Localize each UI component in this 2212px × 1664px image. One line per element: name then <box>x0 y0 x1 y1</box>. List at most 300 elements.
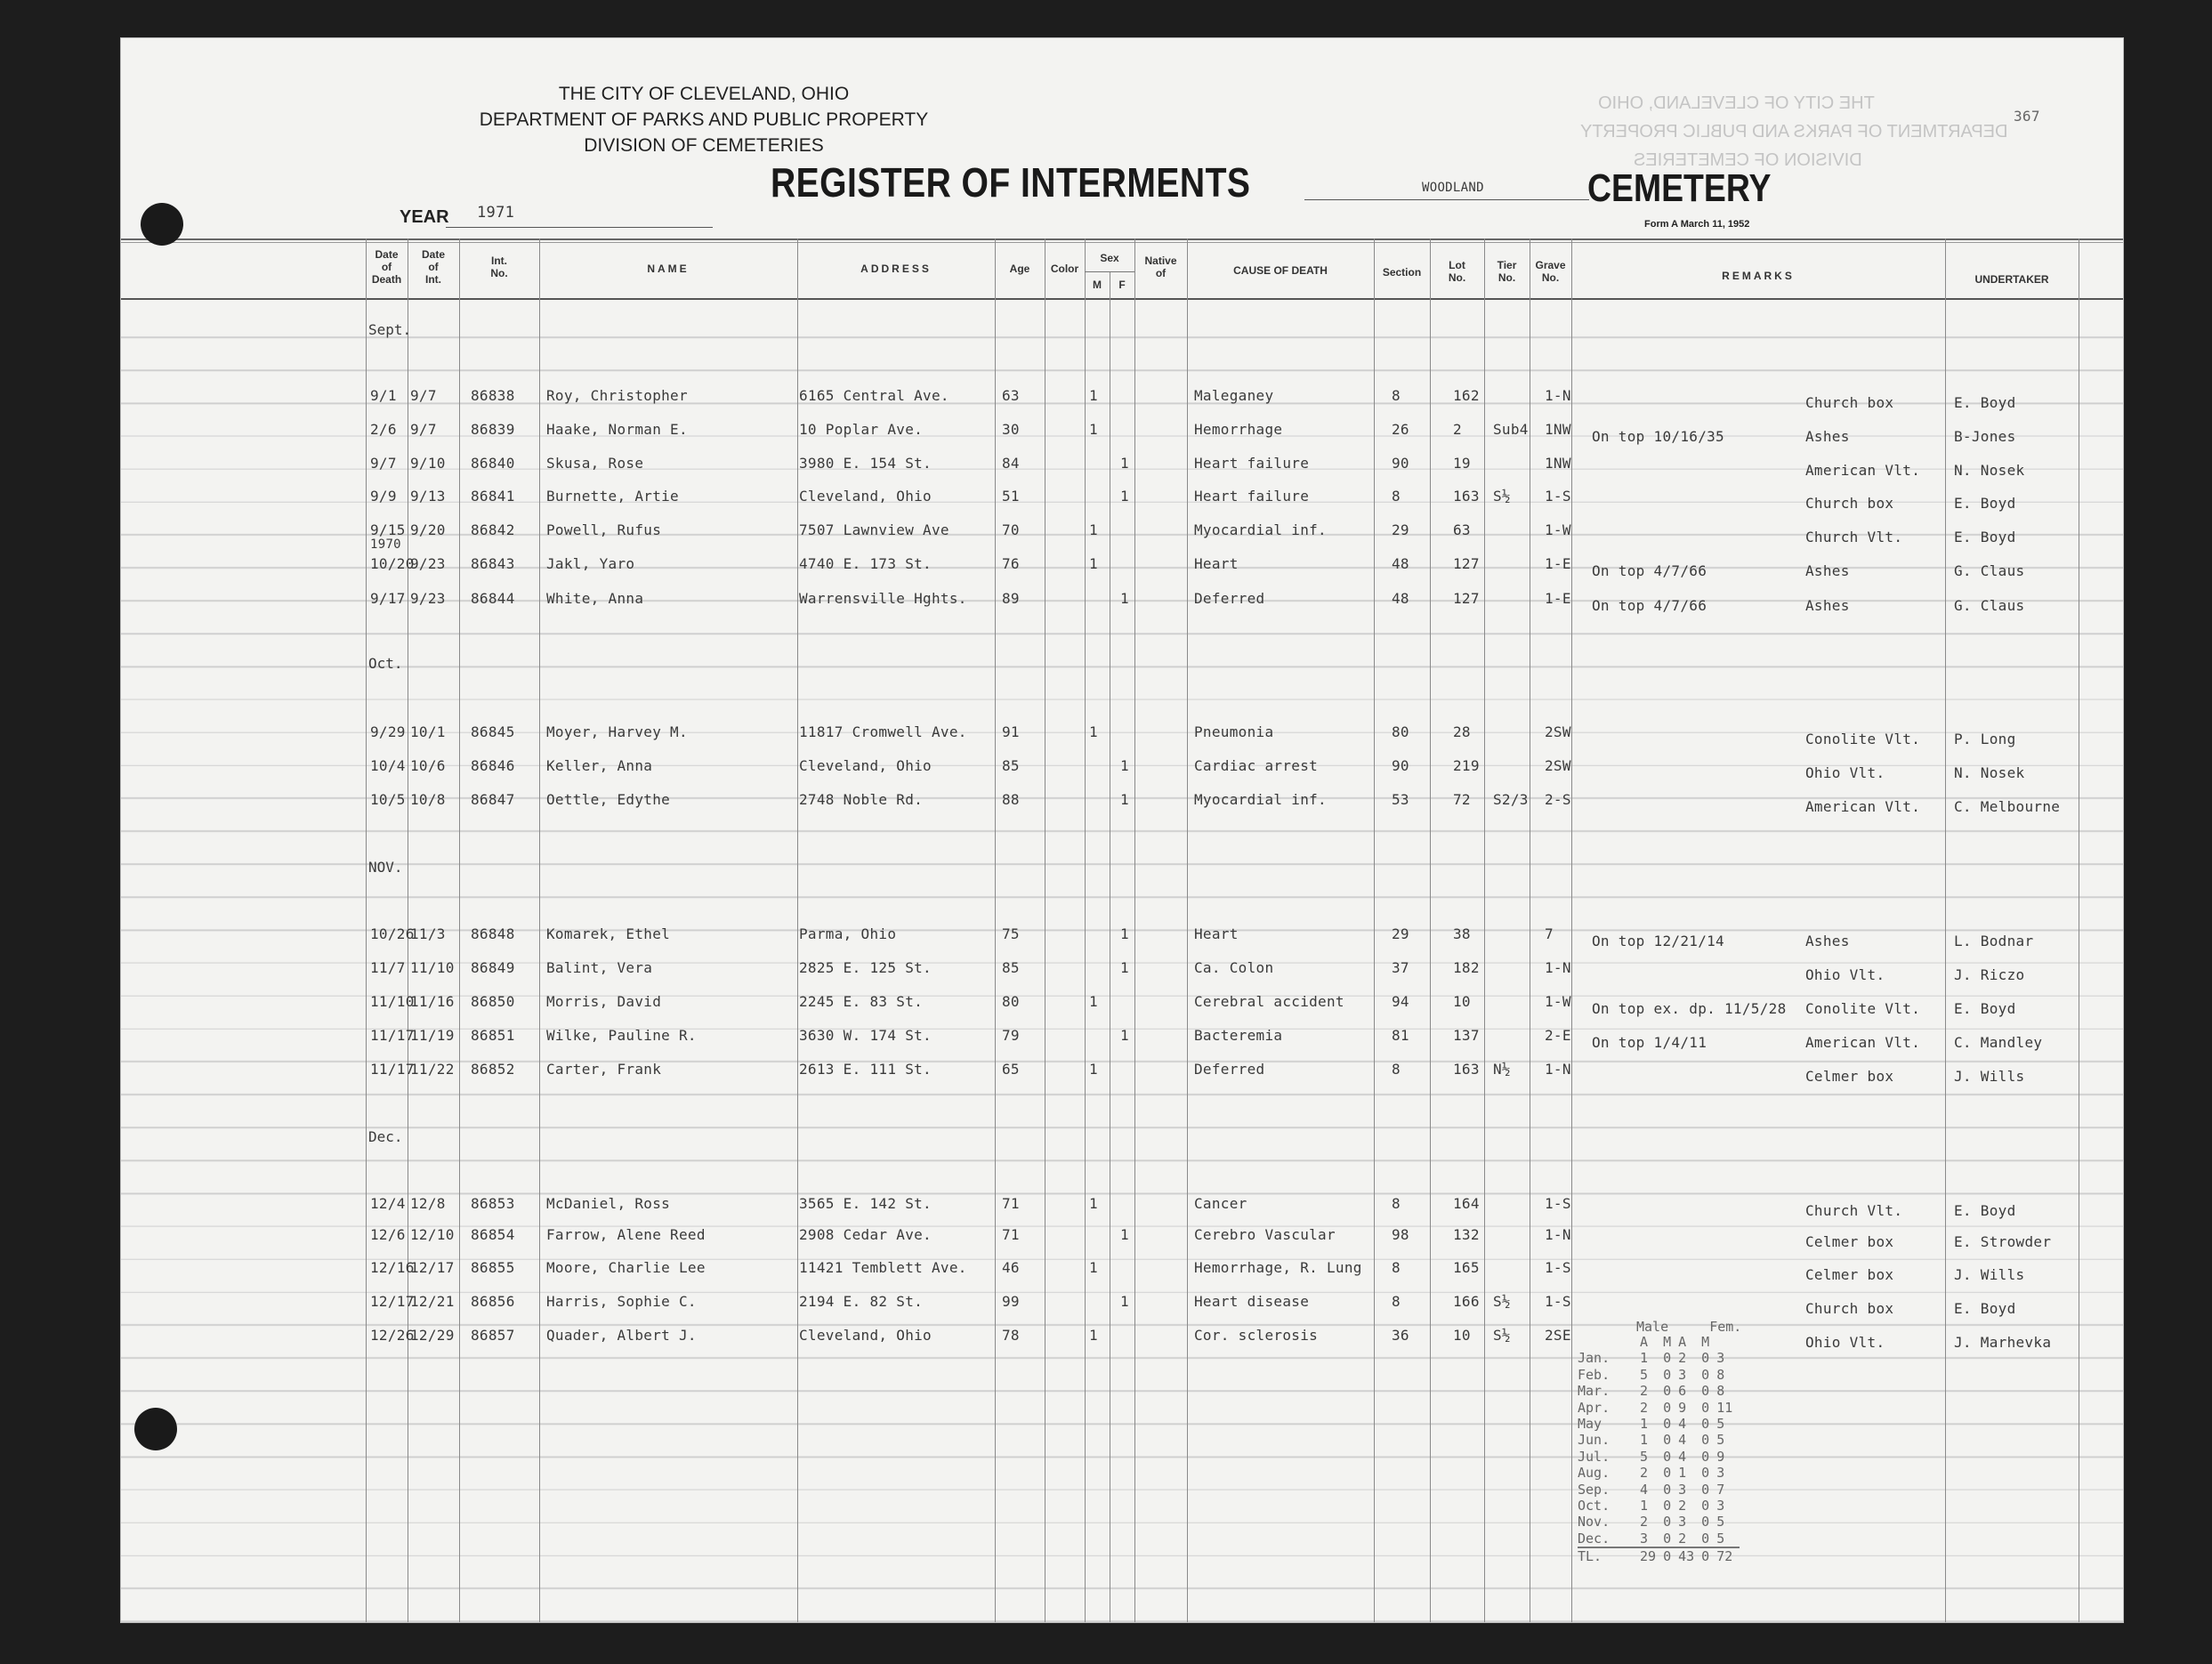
cell-no: 86838 <box>471 387 515 404</box>
cell-int: 9/7 <box>410 387 437 404</box>
cell-grave: 2SE <box>1545 1327 1571 1344</box>
cell-lot: 19 <box>1453 455 1471 472</box>
cell-container: Ohio Vlt. <box>1805 764 1885 781</box>
summary-table <box>1578 1334 1740 1565</box>
col-divider <box>1571 238 1572 1622</box>
cell-age: 71 <box>1002 1195 1020 1212</box>
cell-container: Conolite Vlt. <box>1805 731 1921 747</box>
register-title: REGISTER OF INTERMENTS <box>771 159 1251 206</box>
cell-f: 1 <box>1120 1226 1129 1243</box>
col-sex-m: M <box>1093 279 1102 291</box>
cell-remark: On top 12/21/14 <box>1592 933 1724 949</box>
summary-count: 8 <box>1716 1366 1725 1383</box>
cell-cause: Heart failure <box>1194 455 1310 472</box>
summary-head-fem: Fem. <box>1709 1319 1742 1335</box>
summary-count: 0 <box>1701 1530 1710 1547</box>
summary-row <box>1578 1350 1740 1366</box>
col-date-of-int: Date of Int. <box>421 248 445 286</box>
cell-grave: 7 <box>1545 925 1554 942</box>
cell-grave: 2SW <box>1545 723 1571 740</box>
cell-name: White, Anna <box>546 590 644 607</box>
cell-section: 8 <box>1392 1293 1401 1310</box>
col-section: Section <box>1382 266 1422 279</box>
summary-total: 43 <box>1678 1547 1701 1564</box>
summary-count: 0 <box>1701 1383 1710 1400</box>
col-age: Age <box>1009 263 1030 275</box>
cell-container: American Vlt. <box>1805 1034 1921 1051</box>
cell-age: 84 <box>1002 455 1020 472</box>
cell-name: Haake, Norman E. <box>546 421 688 438</box>
cell-death: 9/7 <box>370 455 397 472</box>
cell-undertaker: G. Claus <box>1954 562 2025 579</box>
summary-count: 0 <box>1701 1432 1710 1449</box>
cell-name: Moore, Charlie Lee <box>546 1259 706 1276</box>
cell-m: 1 <box>1089 1327 1098 1344</box>
year-value: 1971 <box>477 204 515 222</box>
summary-subhead-row <box>1578 1334 1740 1350</box>
summary-count: 5 <box>1640 1448 1649 1465</box>
cell-f: 1 <box>1120 757 1129 774</box>
summary-count: 0 <box>1701 1399 1710 1416</box>
cell-undertaker: P. Long <box>1954 731 2016 747</box>
cell-age: 51 <box>1002 488 1020 505</box>
summary-month: Jun. <box>1578 1432 1611 1449</box>
cell-grave: 1-N <box>1545 959 1571 976</box>
cell-container: Celmer box <box>1805 1233 1894 1250</box>
cell-death: 12/26 <box>370 1327 415 1344</box>
cell-lot: 2 <box>1453 421 1462 438</box>
cell-cause: Heart disease <box>1194 1293 1310 1310</box>
cell-section: 8 <box>1392 1061 1401 1078</box>
summary-count: 4 <box>1678 1448 1687 1465</box>
cell-container: Ashes <box>1805 933 1850 949</box>
summary-month: May <box>1578 1416 1602 1433</box>
cell-grave: 1-S <box>1545 1293 1571 1310</box>
cell-int: 11/3 <box>410 925 446 942</box>
cell-no: 86853 <box>471 1195 515 1212</box>
page-number: 367 <box>2014 108 2040 125</box>
cell-f: 1 <box>1120 925 1129 942</box>
summary-month: Mar. <box>1578 1383 1611 1400</box>
cell-grave: 1NW <box>1545 455 1571 472</box>
cell-section: 26 <box>1392 421 1409 438</box>
cell-no: 86841 <box>471 488 515 505</box>
summary-month: Jan. <box>1578 1350 1611 1367</box>
col-sex-f: F <box>1118 279 1126 291</box>
cell-int: 9/20 <box>410 521 446 538</box>
col-divider <box>459 238 460 1622</box>
cell-int: 11/19 <box>410 1027 455 1044</box>
cell-death: 11/10 <box>370 993 415 1010</box>
cell-tier: S½ <box>1493 488 1511 505</box>
summary-count: 3 <box>1640 1530 1649 1547</box>
summary-row <box>1578 1383 1740 1399</box>
cell-remark: On top ex. dp. 11/5/28 <box>1592 1000 1787 1017</box>
cell-lot: 163 <box>1453 1061 1480 1078</box>
col-undertaker: UNDERTAKER <box>1974 273 2049 286</box>
summary-count: 1 <box>1640 1350 1649 1367</box>
summary-count: 2 <box>1678 1350 1687 1367</box>
summary-count: 2 <box>1640 1465 1649 1482</box>
binder-hole <box>141 203 183 246</box>
summary-month: Dec. <box>1578 1530 1611 1547</box>
cell-m: 1 <box>1089 1195 1098 1212</box>
summary-row <box>1578 1531 1740 1547</box>
monthly-summary <box>1578 1320 1741 1565</box>
summary-row <box>1578 1367 1740 1383</box>
header-bottom-rule <box>121 298 2123 300</box>
cell-age: 85 <box>1002 757 1020 774</box>
cell-address: 2245 E. 83 St. <box>799 993 924 1010</box>
summary-count: 0 <box>1701 1498 1710 1515</box>
summary-count: 0 <box>1701 1350 1710 1367</box>
cell-age: 30 <box>1002 421 1020 438</box>
col-sex: Sex <box>1100 252 1119 264</box>
cell-remark: On top 10/16/35 <box>1592 428 1724 445</box>
summary-count: 9 <box>1678 1399 1687 1416</box>
cell-undertaker: J. Marhevka <box>1954 1334 2052 1351</box>
summary-total: 29 <box>1640 1547 1663 1564</box>
summary-count: 0 <box>1701 1416 1710 1433</box>
cell-grave: 1NW <box>1545 421 1571 438</box>
col-int-no: Int. No. <box>490 254 508 279</box>
cell-section: 29 <box>1392 925 1409 942</box>
summary-row <box>1578 1449 1740 1465</box>
cell-undertaker: C. Melbourne <box>1954 798 2061 815</box>
summary-count: 2 <box>1640 1383 1649 1400</box>
cell-name: Farrow, Alene Reed <box>546 1226 706 1243</box>
summary-row <box>1578 1498 1740 1514</box>
cell-cause: Ca. Colon <box>1194 959 1274 976</box>
cell-lot: 182 <box>1453 959 1480 976</box>
cell-int: 12/21 <box>410 1293 455 1310</box>
summary-count: 0 <box>1663 1448 1672 1465</box>
cell-tier: Sub4 <box>1493 421 1529 438</box>
cell-int: 12/17 <box>410 1259 455 1276</box>
summary-month: Aug. <box>1578 1465 1611 1482</box>
summary-count: 2 <box>1640 1514 1649 1531</box>
cell-cause: Myocardial inf. <box>1194 521 1327 538</box>
col-address: ADDRESS <box>860 263 932 275</box>
cell-section: 37 <box>1392 959 1409 976</box>
cell-no: 86840 <box>471 455 515 472</box>
cell-no: 86846 <box>471 757 515 774</box>
cell-age: 99 <box>1002 1293 1020 1310</box>
bleed-through-text: DIVISION OF CEMETERIES <box>1634 150 1862 170</box>
cell-grave: 1-E <box>1545 555 1571 572</box>
cell-grave: 1-N <box>1545 1061 1571 1078</box>
summary-count: 0 <box>1663 1465 1672 1482</box>
summary-count: 1 <box>1678 1465 1687 1482</box>
summary-total-label: TL. <box>1578 1547 1640 1564</box>
col-cause-of-death: CAUSE OF DEATH <box>1233 264 1328 277</box>
cell-remark: On top 4/7/66 <box>1592 597 1707 614</box>
cell-undertaker: E. Boyd <box>1954 1300 2016 1317</box>
cell-lot: 10 <box>1453 993 1471 1010</box>
cell-address: 3630 W. 174 St. <box>799 1027 932 1044</box>
cell-lot: 166 <box>1453 1293 1480 1310</box>
summary-month: Oct. <box>1578 1498 1611 1515</box>
summary-count: 5 <box>1716 1416 1725 1433</box>
cell-m: 1 <box>1089 387 1098 404</box>
cell-name: Moyer, Harvey M. <box>546 723 688 740</box>
bleed-through-text: DEPARTMENT OF PARKS AND PUBLIC PROPERTY <box>1580 122 2008 141</box>
cell-container: Church box <box>1805 1300 1894 1317</box>
cell-undertaker: E. Boyd <box>1954 1202 2016 1219</box>
summary-count: 0 <box>1663 1481 1672 1498</box>
cell-undertaker: N. Nosek <box>1954 462 2025 479</box>
cell-undertaker: E. Boyd <box>1954 394 2016 411</box>
summary-count: 9 <box>1716 1448 1725 1465</box>
cell-address: 2194 E. 82 St. <box>799 1293 924 1310</box>
summary-head-male: Male <box>1636 1319 1669 1335</box>
cell-death: 10/5 <box>370 791 406 808</box>
cell-lot: 219 <box>1453 757 1480 774</box>
cell-lot: 162 <box>1453 387 1480 404</box>
cell-int: 11/16 <box>410 993 455 1010</box>
month-label: Oct. <box>368 655 403 672</box>
cell-int: 12/29 <box>410 1327 455 1344</box>
form-note: Form A March 11, 1952 <box>1644 219 1750 230</box>
cell-no: 86854 <box>471 1226 515 1243</box>
cell-lot: 63 <box>1453 521 1471 538</box>
cell-name: Morris, David <box>546 993 662 1010</box>
summary-row <box>1578 1400 1740 1416</box>
cell-name: Skusa, Rose <box>546 455 644 472</box>
cell-m: 1 <box>1089 421 1098 438</box>
cell-m: 1 <box>1089 993 1098 1010</box>
cell-cause: Cerebro Vascular <box>1194 1226 1336 1243</box>
register-sheet <box>120 37 2124 1623</box>
cell-cause: Cor. sclerosis <box>1194 1327 1319 1344</box>
cell-age: 91 <box>1002 723 1020 740</box>
summary-total-row <box>1578 1547 1740 1564</box>
cell-remark: On top 4/7/66 <box>1592 562 1707 579</box>
sex-subheader-rule <box>1085 271 1134 272</box>
cell-death: 9/17 <box>370 590 406 607</box>
cell-grave: 1-S <box>1545 488 1571 505</box>
table-top-rule <box>121 238 2123 240</box>
cell-grave: 1-N <box>1545 387 1571 404</box>
cell-m: 1 <box>1089 723 1098 740</box>
cell-death: 11/7 <box>370 959 406 976</box>
col-grave-no: Grave No. <box>1535 259 1566 284</box>
cell-lot: 127 <box>1453 555 1480 572</box>
summary-subhead: A <box>1678 1334 1687 1350</box>
col-date-of-death: Date of Death <box>371 248 402 286</box>
summary-count: 5 <box>1716 1514 1725 1531</box>
cell-int: 9/13 <box>410 488 446 505</box>
cell-address: Cleveland, Ohio <box>799 757 932 774</box>
cell-address: 3565 E. 142 St. <box>799 1195 932 1212</box>
cell-section: 48 <box>1392 555 1409 572</box>
cell-age: 78 <box>1002 1327 1020 1344</box>
cell-undertaker: J. Wills <box>1954 1266 2025 1283</box>
cell-section: 80 <box>1392 723 1409 740</box>
cell-age: 89 <box>1002 590 1020 607</box>
summary-count: 0 <box>1663 1383 1672 1400</box>
cell-name: Harris, Sophie C. <box>546 1293 697 1310</box>
cell-death-note: 1970 <box>370 537 401 552</box>
summary-head <box>1636 1320 1741 1334</box>
cell-int: 12/10 <box>410 1226 455 1243</box>
cell-death: 11/17 <box>370 1061 415 1078</box>
cell-container: American Vlt. <box>1805 798 1921 815</box>
cell-f: 1 <box>1120 1293 1129 1310</box>
cell-int: 9/23 <box>410 590 446 607</box>
cell-undertaker: G. Claus <box>1954 597 2025 614</box>
summary-count: 6 <box>1678 1383 1687 1400</box>
cell-undertaker: E. Strowder <box>1954 1233 2052 1250</box>
cell-name: Balint, Vera <box>546 959 653 976</box>
cell-address: 3980 E. 154 St. <box>799 455 932 472</box>
month-label: Dec. <box>368 1128 403 1145</box>
cell-undertaker: E. Boyd <box>1954 1000 2016 1017</box>
summary-count: 3 <box>1678 1481 1687 1498</box>
col-divider <box>1134 238 1135 1622</box>
summary-month: Jul. <box>1578 1448 1611 1465</box>
cell-name: Keller, Anna <box>546 757 653 774</box>
division-heading: DIVISION OF CEMETERIES <box>584 135 824 156</box>
cell-int: 10/8 <box>410 791 446 808</box>
cell-container: Celmer box <box>1805 1068 1894 1085</box>
col-divider <box>1430 238 1431 1622</box>
cell-name: Wilke, Pauline R. <box>546 1027 697 1044</box>
summary-count: 5 <box>1716 1530 1725 1547</box>
cell-lot: 72 <box>1453 791 1471 808</box>
summary-month: Apr. <box>1578 1399 1611 1416</box>
summary-count: 2 <box>1678 1530 1687 1547</box>
cell-death: 10/20 <box>370 555 415 572</box>
cell-lot: 10 <box>1453 1327 1471 1344</box>
summary-count: 2 <box>1640 1399 1649 1416</box>
city-heading: THE CITY OF CLEVELAND, OHIO <box>558 84 850 104</box>
cell-cause: Maleganey <box>1194 387 1274 404</box>
bleed-through-text: THE CITY OF CLEVELAND, OHIO <box>1598 93 1875 113</box>
summary-subhead: M <box>1663 1334 1672 1350</box>
cell-f: 1 <box>1120 590 1129 607</box>
summary-blank <box>1578 1334 1640 1350</box>
cell-undertaker: E. Boyd <box>1954 529 2016 545</box>
cell-name: Carter, Frank <box>546 1061 662 1078</box>
cell-int: 10/1 <box>410 723 446 740</box>
cell-address: 10 Poplar Ave. <box>799 421 924 438</box>
cemetery-underline <box>1304 199 1589 200</box>
cell-age: 80 <box>1002 993 1020 1010</box>
summary-count: 3 <box>1716 1465 1725 1482</box>
cell-name: Roy, Christopher <box>546 387 688 404</box>
cell-int: 9/7 <box>410 421 437 438</box>
cell-container: Church Vlt. <box>1805 529 1903 545</box>
cell-section: 90 <box>1392 455 1409 472</box>
cell-name: Jakl, Yaro <box>546 555 635 572</box>
cell-f: 1 <box>1120 1027 1129 1044</box>
cell-address: 11817 Cromwell Ave. <box>799 723 967 740</box>
cell-address: 7507 Lawnview Ave <box>799 521 949 538</box>
summary-count: 5 <box>1716 1432 1725 1449</box>
cell-age: 46 <box>1002 1259 1020 1276</box>
cell-section: 36 <box>1392 1327 1409 1344</box>
summary-count: 0 <box>1663 1432 1672 1449</box>
summary-count: 1 <box>1640 1498 1649 1515</box>
cell-grave: 1-N <box>1545 1226 1571 1243</box>
cell-death: 12/17 <box>370 1293 415 1310</box>
cell-no: 86849 <box>471 959 515 976</box>
cell-grave: 2-E <box>1545 1027 1571 1044</box>
cell-cause: Hemorrhage, R. Lung <box>1194 1259 1362 1276</box>
cell-section: 8 <box>1392 1259 1401 1276</box>
summary-month: Nov. <box>1578 1514 1611 1531</box>
cell-f: 1 <box>1120 791 1129 808</box>
cell-f: 1 <box>1120 488 1129 505</box>
cell-f: 1 <box>1120 959 1129 976</box>
summary-subhead: M <box>1701 1334 1710 1350</box>
cell-grave: 2SW <box>1545 757 1571 774</box>
cell-lot: 132 <box>1453 1226 1480 1243</box>
cell-tier: N½ <box>1493 1061 1511 1078</box>
cell-section: 94 <box>1392 993 1409 1010</box>
cemetery-name: WOODLAND <box>1422 181 1484 195</box>
col-lot-no: Lot No. <box>1448 259 1466 284</box>
cell-section: 90 <box>1392 757 1409 774</box>
col-divider <box>1085 238 1086 1622</box>
summary-count: 1 <box>1640 1432 1649 1449</box>
cell-cause: Deferred <box>1194 1061 1265 1078</box>
month-label: NOV. <box>368 859 403 876</box>
cell-undertaker: B-Jones <box>1954 428 2016 445</box>
table-top-rule-2 <box>121 242 2123 243</box>
cell-name: McDaniel, Ross <box>546 1195 671 1212</box>
cell-grave: 2-S <box>1545 791 1571 808</box>
cell-no: 86850 <box>471 993 515 1010</box>
cell-lot: 163 <box>1453 488 1480 505</box>
cell-container: Celmer box <box>1805 1266 1894 1283</box>
cell-int: 9/23 <box>410 555 446 572</box>
summary-count: 0 <box>1663 1514 1672 1531</box>
cell-m: 1 <box>1089 555 1098 572</box>
cell-cause: Bacteremia <box>1194 1027 1283 1044</box>
cell-int: 10/6 <box>410 757 446 774</box>
cell-tier: S½ <box>1493 1293 1511 1310</box>
cell-lot: 137 <box>1453 1027 1480 1044</box>
cell-lot: 127 <box>1453 590 1480 607</box>
cell-address: 2748 Noble Rd. <box>799 791 924 808</box>
summary-count: 5 <box>1640 1366 1649 1383</box>
cell-int: 9/10 <box>410 455 446 472</box>
cell-cause: Heart <box>1194 925 1239 942</box>
cell-m: 1 <box>1089 1259 1098 1276</box>
summary-total: 0 <box>1663 1547 1678 1564</box>
cell-no: 86839 <box>471 421 515 438</box>
cell-container: Ohio Vlt. <box>1805 966 1885 983</box>
cell-container: Church box <box>1805 495 1894 512</box>
year-underline <box>446 227 713 228</box>
col-divider <box>1484 238 1485 1622</box>
cell-address: 2825 E. 125 St. <box>799 959 932 976</box>
cell-container: Ashes <box>1805 597 1850 614</box>
cell-no: 86851 <box>471 1027 515 1044</box>
cell-no: 86845 <box>471 723 515 740</box>
summary-count: 0 <box>1663 1350 1672 1367</box>
cell-section: 81 <box>1392 1027 1409 1044</box>
col-divider <box>1374 238 1375 1622</box>
summary-count: 0 <box>1701 1448 1710 1465</box>
year-label: YEAR <box>400 207 449 227</box>
cell-grave: 1-W <box>1545 993 1571 1010</box>
cell-no: 86842 <box>471 521 515 538</box>
col-divider <box>366 238 367 1622</box>
department-heading: DEPARTMENT OF PARKS AND PUBLIC PROPERTY <box>479 109 929 130</box>
